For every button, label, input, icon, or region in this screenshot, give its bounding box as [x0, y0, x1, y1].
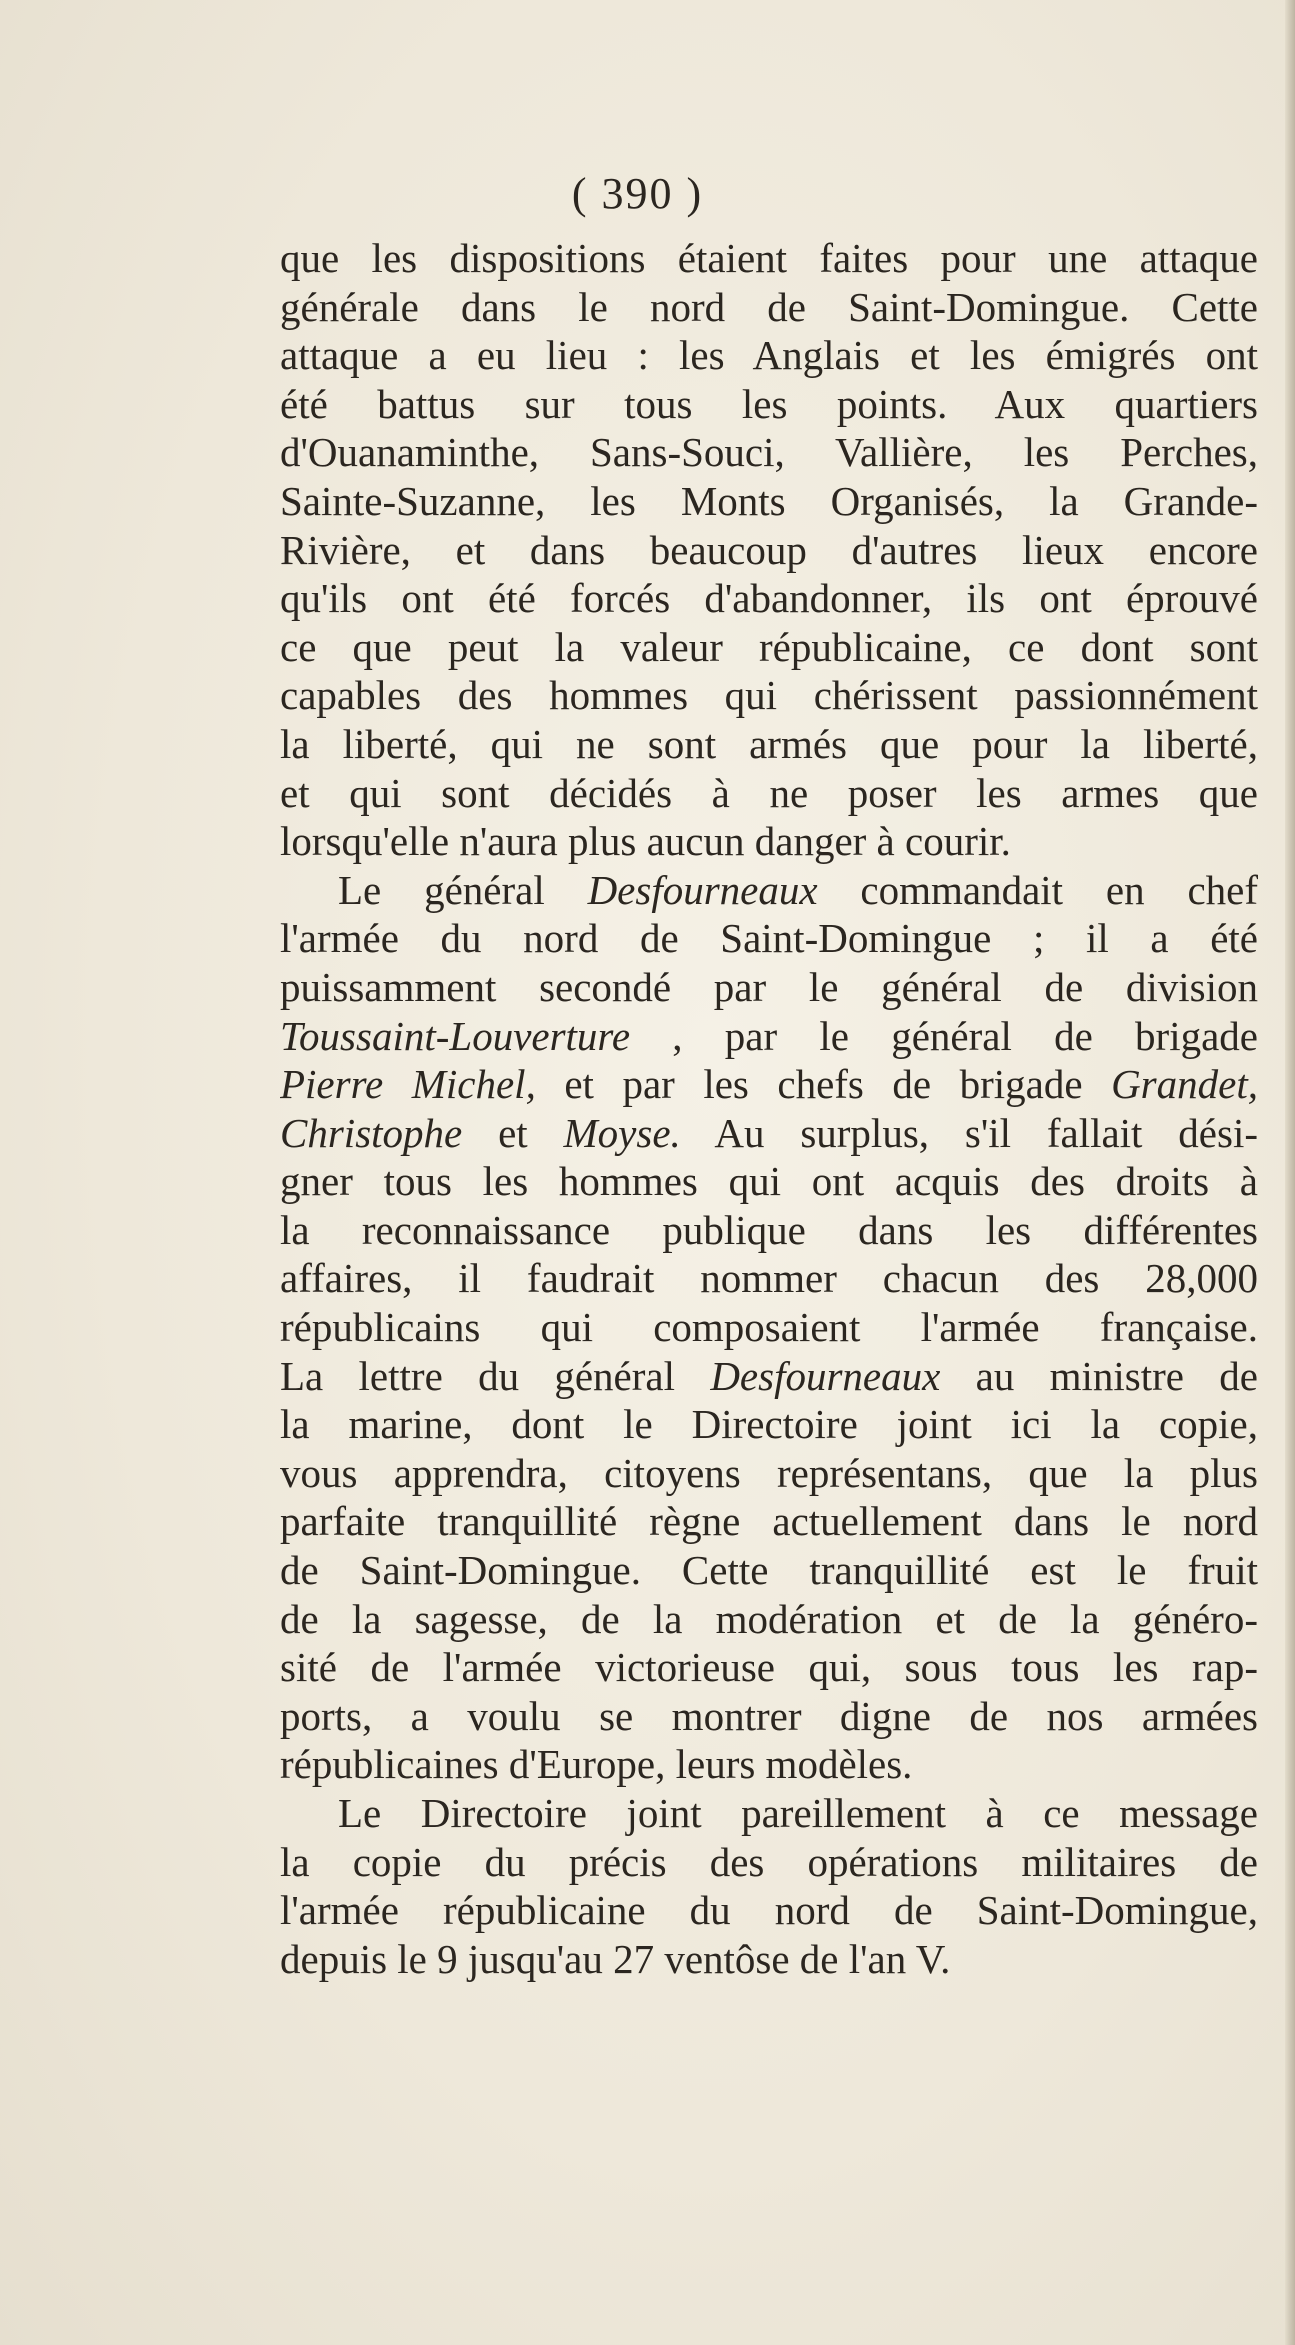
- text-line: puissamment secondé par le général de division: [280, 963, 1258, 1010]
- text-line: Le Directoire joint pareillement à ce message: [338, 1790, 1258, 1836]
- text-line: [280, 866, 1258, 915]
- text-line: vous apprendra, citoyens représentans, que la plus: [280, 1449, 1258, 1496]
- italic-name: Pierre Michel,: [280, 1061, 536, 1108]
- text-run: , par le général de brigade: [630, 1012, 1258, 1059]
- text-line: républicains qui composaient l'armée française.: [280, 1304, 1258, 1351]
- text-line: lorsqu'elle n'aura plus aucun danger à courir.: [280, 818, 1011, 865]
- text-line: [280, 1012, 1258, 1061]
- text-line: depuis le 9 jusqu'au 27 ventôse de l'an V.: [280, 1935, 951, 1982]
- text-line: ports, a voulu se montrer digne de nos armées: [280, 1692, 1258, 1739]
- text-line: capables des hommes qui chérissent passionnément: [280, 672, 1258, 719]
- text-line: de la sagesse, de la modération et de la généro-: [280, 1595, 1258, 1642]
- body-text: [280, 234, 1258, 1983]
- text-line: affaires, il faudrait nommer chacun des 28,000: [280, 1255, 1258, 1302]
- text-line: gner tous les hommes qui ont acquis des droits à: [280, 1158, 1258, 1205]
- text-line: [280, 1060, 1258, 1109]
- text-line: ce que peut la valeur républicaine, ce dont sont: [280, 623, 1258, 670]
- text-run: commandait en chef: [817, 866, 1258, 913]
- italic-name: Christophe: [280, 1109, 463, 1156]
- text-line: Rivière, et dans beaucoup d'autres lieux encore: [280, 526, 1258, 573]
- text-line: [280, 1109, 1258, 1158]
- text-line: républicaines d'Europe, leurs modèles.: [280, 1741, 913, 1788]
- text-run: La lettre du général: [280, 1352, 711, 1399]
- italic-name: Grandet,: [1111, 1061, 1258, 1108]
- italic-name: Toussaint-Louverture: [280, 1012, 631, 1059]
- text-line: d'Ouanaminthe, Sans-Souci, Vallière, les Perches,: [280, 429, 1258, 476]
- text-line: qu'ils ont été forcés d'abandonner, ils ont éprouvé: [280, 575, 1258, 622]
- page-number: ( 390 ): [571, 169, 704, 218]
- text-run: Le général: [338, 866, 588, 913]
- italic-name: Moyse.: [563, 1109, 681, 1156]
- text-line: l'armée du nord de Saint-Domingue ; il a été: [280, 915, 1258, 962]
- italic-name: Desfourneaux: [587, 866, 818, 913]
- text-run: Au surplus, s'il fallait dési-: [680, 1109, 1258, 1156]
- text-line: et qui sont décidés à ne poser les armes que: [280, 769, 1258, 816]
- italic-name: Desfourneaux: [710, 1352, 941, 1399]
- text-line: générale dans le nord de Saint-Domingue. Cette: [280, 283, 1258, 330]
- text-line: [280, 1352, 1258, 1401]
- text-line: été battus sur tous les points. Aux quartiers: [280, 380, 1258, 427]
- text-line: la liberté, qui ne sont armés que pour la liberté,: [280, 720, 1258, 767]
- text-line: attaque a eu lieu : les Anglais et les émigrés ont: [280, 332, 1258, 379]
- text-line: la marine, dont le Directoire joint ici la copie,: [280, 1401, 1258, 1448]
- text-line: que les dispositions étaient faites pour une attaque: [280, 235, 1258, 281]
- text-line: Sainte-Suzanne, les Monts Organisés, la Grande-: [280, 477, 1258, 524]
- text-line: l'armée républicaine du nord de Saint-Domingue,: [280, 1887, 1258, 1934]
- text-line: sité de l'armée victorieuse qui, sous tous les rap-: [280, 1644, 1258, 1691]
- text-run: au ministre de: [940, 1352, 1258, 1399]
- text-line: de Saint-Domingue. Cette tranquillité est le fruit: [280, 1547, 1258, 1594]
- text-run: et par les chefs de brigade: [535, 1061, 1112, 1108]
- text-line: parfaite tranquillité règne actuellement dans le nord: [280, 1498, 1258, 1545]
- text-line: la reconnaissance publique dans les différentes: [280, 1206, 1258, 1253]
- text-line: la copie du précis des opérations militaires de: [280, 1838, 1258, 1885]
- text-run: et: [462, 1109, 564, 1156]
- page-edge: [1285, 0, 1295, 2345]
